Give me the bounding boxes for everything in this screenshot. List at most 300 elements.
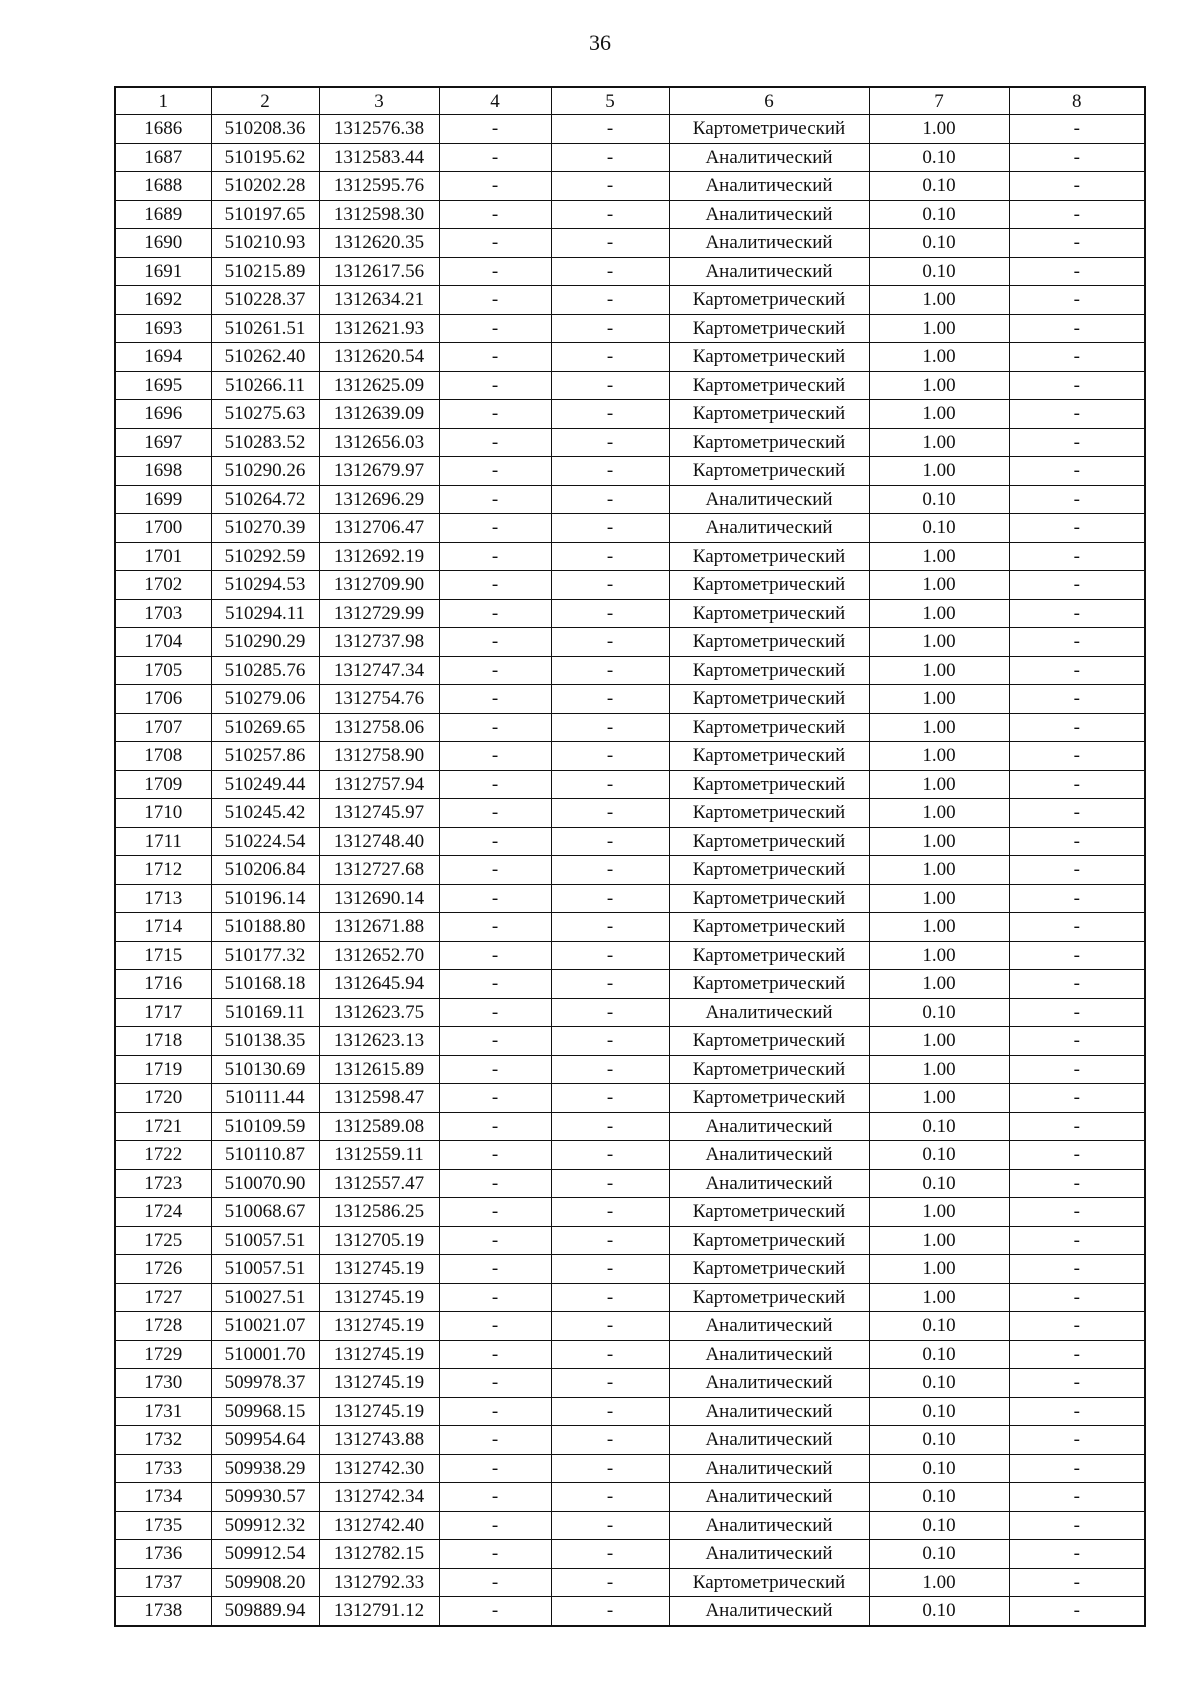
cell-col-8: -	[1009, 770, 1145, 799]
cell-x-coordinate: 510228.37	[211, 286, 319, 315]
cell-method: Аналитический	[669, 1540, 869, 1569]
cell-col-8: -	[1009, 685, 1145, 714]
cell-col-5: -	[551, 1483, 669, 1512]
cell-accuracy: 1.00	[869, 571, 1009, 600]
cell-x-coordinate: 510188.80	[211, 913, 319, 942]
cell-y-coordinate: 1312598.30	[319, 200, 439, 229]
cell-method: Картометрический	[669, 115, 869, 144]
cell-accuracy: 1.00	[869, 913, 1009, 942]
cell-col-4: -	[439, 827, 551, 856]
cell-x-coordinate: 510109.59	[211, 1112, 319, 1141]
cell-col-5: -	[551, 913, 669, 942]
cell-y-coordinate: 1312748.40	[319, 827, 439, 856]
cell-point-number: 1725	[115, 1226, 211, 1255]
cell-col-5: -	[551, 1084, 669, 1113]
cell-method: Аналитический	[669, 1511, 869, 1540]
cell-col-8: -	[1009, 1141, 1145, 1170]
cell-col-5: -	[551, 428, 669, 457]
cell-method: Аналитический	[669, 1426, 869, 1455]
cell-accuracy: 0.10	[869, 1483, 1009, 1512]
cell-x-coordinate: 509908.20	[211, 1568, 319, 1597]
column-header-6: 6	[669, 87, 869, 115]
table-row	[115, 314, 1145, 343]
cell-col-4: -	[439, 742, 551, 771]
cell-method: Картометрический	[669, 1283, 869, 1312]
cell-y-coordinate: 1312615.89	[319, 1055, 439, 1084]
cell-col-5: -	[551, 1597, 669, 1626]
cell-col-5: -	[551, 713, 669, 742]
cell-col-8: -	[1009, 400, 1145, 429]
cell-col-5: -	[551, 941, 669, 970]
table-row	[115, 1027, 1145, 1056]
cell-accuracy: 1.00	[869, 343, 1009, 372]
cell-col-8: -	[1009, 1397, 1145, 1426]
table-row	[115, 799, 1145, 828]
cell-method: Картометрический	[669, 371, 869, 400]
cell-method: Аналитический	[669, 1454, 869, 1483]
cell-x-coordinate: 509912.54	[211, 1540, 319, 1569]
cell-accuracy: 0.10	[869, 229, 1009, 258]
cell-col-5: -	[551, 799, 669, 828]
cell-col-4: -	[439, 770, 551, 799]
cell-col-4: -	[439, 1112, 551, 1141]
cell-col-4: -	[439, 371, 551, 400]
cell-point-number: 1700	[115, 514, 211, 543]
cell-col-5: -	[551, 143, 669, 172]
cell-x-coordinate: 510138.35	[211, 1027, 319, 1056]
cell-y-coordinate: 1312737.98	[319, 628, 439, 657]
cell-col-5: -	[551, 1169, 669, 1198]
cell-method: Картометрический	[669, 685, 869, 714]
cell-point-number: 1728	[115, 1312, 211, 1341]
cell-y-coordinate: 1312706.47	[319, 514, 439, 543]
cell-col-8: -	[1009, 1483, 1145, 1512]
cell-col-4: -	[439, 884, 551, 913]
cell-method: Аналитический	[669, 1369, 869, 1398]
cell-col-4: -	[439, 1312, 551, 1341]
cell-col-8: -	[1009, 343, 1145, 372]
cell-x-coordinate: 510290.26	[211, 457, 319, 486]
cell-col-5: -	[551, 115, 669, 144]
cell-y-coordinate: 1312745.19	[319, 1255, 439, 1284]
cell-point-number: 1733	[115, 1454, 211, 1483]
cell-col-4: -	[439, 1255, 551, 1284]
cell-col-8: -	[1009, 1340, 1145, 1369]
cell-point-number: 1736	[115, 1540, 211, 1569]
cell-method: Аналитический	[669, 200, 869, 229]
cell-accuracy: 0.10	[869, 998, 1009, 1027]
cell-accuracy: 1.00	[869, 286, 1009, 315]
cell-point-number: 1738	[115, 1597, 211, 1626]
cell-y-coordinate: 1312743.88	[319, 1426, 439, 1455]
table-row	[115, 143, 1145, 172]
cell-x-coordinate: 510169.11	[211, 998, 319, 1027]
cell-col-8: -	[1009, 1369, 1145, 1398]
cell-method: Картометрический	[669, 656, 869, 685]
cell-col-5: -	[551, 571, 669, 600]
cell-point-number: 1708	[115, 742, 211, 771]
table-row	[115, 1397, 1145, 1426]
cell-col-5: -	[551, 1426, 669, 1455]
cell-accuracy: 0.10	[869, 1426, 1009, 1455]
cell-col-4: -	[439, 856, 551, 885]
cell-col-5: -	[551, 742, 669, 771]
cell-col-8: -	[1009, 172, 1145, 201]
cell-col-8: -	[1009, 314, 1145, 343]
cell-point-number: 1723	[115, 1169, 211, 1198]
cell-col-4: -	[439, 1055, 551, 1084]
cell-col-4: -	[439, 1540, 551, 1569]
table-row	[115, 685, 1145, 714]
cell-accuracy: 1.00	[869, 770, 1009, 799]
cell-accuracy: 1.00	[869, 457, 1009, 486]
cell-col-8: -	[1009, 599, 1145, 628]
cell-x-coordinate: 510249.44	[211, 770, 319, 799]
cell-col-8: -	[1009, 428, 1145, 457]
cell-accuracy: 1.00	[869, 685, 1009, 714]
cell-x-coordinate: 509968.15	[211, 1397, 319, 1426]
cell-x-coordinate: 510110.87	[211, 1141, 319, 1170]
cell-col-5: -	[551, 514, 669, 543]
cell-y-coordinate: 1312595.76	[319, 172, 439, 201]
cell-col-5: -	[551, 884, 669, 913]
cell-accuracy: 1.00	[869, 884, 1009, 913]
cell-accuracy: 1.00	[869, 1255, 1009, 1284]
table-row	[115, 485, 1145, 514]
cell-point-number: 1734	[115, 1483, 211, 1512]
cell-accuracy: 0.10	[869, 200, 1009, 229]
table-row	[115, 229, 1145, 258]
cell-x-coordinate: 510196.14	[211, 884, 319, 913]
cell-x-coordinate: 510275.63	[211, 400, 319, 429]
cell-y-coordinate: 1312625.09	[319, 371, 439, 400]
cell-col-4: -	[439, 1511, 551, 1540]
cell-accuracy: 1.00	[869, 799, 1009, 828]
cell-y-coordinate: 1312745.19	[319, 1397, 439, 1426]
cell-point-number: 1693	[115, 314, 211, 343]
cell-x-coordinate: 510057.51	[211, 1226, 319, 1255]
cell-col-8: -	[1009, 941, 1145, 970]
cell-col-8: -	[1009, 1055, 1145, 1084]
table-row	[115, 1568, 1145, 1597]
cell-y-coordinate: 1312620.54	[319, 343, 439, 372]
table-row	[115, 1169, 1145, 1198]
cell-y-coordinate: 1312617.56	[319, 257, 439, 286]
table-row	[115, 571, 1145, 600]
cell-y-coordinate: 1312792.33	[319, 1568, 439, 1597]
cell-y-coordinate: 1312576.38	[319, 115, 439, 144]
cell-accuracy: 1.00	[869, 1084, 1009, 1113]
table-row	[115, 1084, 1145, 1113]
cell-point-number: 1688	[115, 172, 211, 201]
cell-x-coordinate: 510294.11	[211, 599, 319, 628]
cell-y-coordinate: 1312757.94	[319, 770, 439, 799]
cell-method: Аналитический	[669, 998, 869, 1027]
cell-x-coordinate: 510111.44	[211, 1084, 319, 1113]
cell-col-4: -	[439, 656, 551, 685]
cell-col-4: -	[439, 799, 551, 828]
cell-y-coordinate: 1312634.21	[319, 286, 439, 315]
cell-point-number: 1719	[115, 1055, 211, 1084]
cell-method: Картометрический	[669, 628, 869, 657]
cell-col-4: -	[439, 314, 551, 343]
table-row	[115, 1454, 1145, 1483]
cell-y-coordinate: 1312696.29	[319, 485, 439, 514]
cell-method: Аналитический	[669, 229, 869, 258]
cell-accuracy: 0.10	[869, 1511, 1009, 1540]
cell-x-coordinate: 510197.65	[211, 200, 319, 229]
cell-accuracy: 1.00	[869, 1283, 1009, 1312]
cell-col-8: -	[1009, 229, 1145, 258]
cell-method: Картометрический	[669, 571, 869, 600]
cell-x-coordinate: 510057.51	[211, 1255, 319, 1284]
cell-point-number: 1713	[115, 884, 211, 913]
cell-point-number: 1724	[115, 1198, 211, 1227]
cell-col-8: -	[1009, 742, 1145, 771]
column-header-1: 1	[115, 87, 211, 115]
cell-point-number: 1737	[115, 1568, 211, 1597]
cell-method: Аналитический	[669, 1141, 869, 1170]
cell-x-coordinate: 510279.06	[211, 685, 319, 714]
table-row	[115, 257, 1145, 286]
table-row	[115, 970, 1145, 999]
table-row	[115, 514, 1145, 543]
cell-method: Аналитический	[669, 172, 869, 201]
cell-x-coordinate: 510130.69	[211, 1055, 319, 1084]
cell-accuracy: 0.10	[869, 1169, 1009, 1198]
cell-col-4: -	[439, 200, 551, 229]
table-row	[115, 1369, 1145, 1398]
cell-point-number: 1730	[115, 1369, 211, 1398]
cell-accuracy: 1.00	[869, 314, 1009, 343]
cell-method: Аналитический	[669, 1112, 869, 1141]
cell-y-coordinate: 1312745.19	[319, 1283, 439, 1312]
cell-col-5: -	[551, 1397, 669, 1426]
cell-col-8: -	[1009, 115, 1145, 144]
cell-y-coordinate: 1312557.47	[319, 1169, 439, 1198]
cell-col-4: -	[439, 941, 551, 970]
cell-point-number: 1712	[115, 856, 211, 885]
cell-y-coordinate: 1312623.75	[319, 998, 439, 1027]
table-row	[115, 1426, 1145, 1455]
cell-col-4: -	[439, 257, 551, 286]
cell-col-5: -	[551, 1340, 669, 1369]
cell-col-8: -	[1009, 143, 1145, 172]
cell-point-number: 1701	[115, 542, 211, 571]
cell-point-number: 1689	[115, 200, 211, 229]
cell-col-4: -	[439, 400, 551, 429]
cell-method: Картометрический	[669, 286, 869, 315]
cell-point-number: 1735	[115, 1511, 211, 1540]
cell-col-4: -	[439, 1198, 551, 1227]
cell-y-coordinate: 1312754.76	[319, 685, 439, 714]
cell-point-number: 1686	[115, 115, 211, 144]
cell-col-5: -	[551, 1454, 669, 1483]
cell-col-8: -	[1009, 628, 1145, 657]
cell-x-coordinate: 510261.51	[211, 314, 319, 343]
cell-method: Картометрический	[669, 1084, 869, 1113]
cell-col-5: -	[551, 1312, 669, 1341]
cell-col-5: -	[551, 770, 669, 799]
cell-x-coordinate: 510294.53	[211, 571, 319, 600]
cell-x-coordinate: 509912.32	[211, 1511, 319, 1540]
table-row	[115, 1483, 1145, 1512]
table-row	[115, 1312, 1145, 1341]
cell-y-coordinate: 1312745.19	[319, 1369, 439, 1398]
cell-col-5: -	[551, 685, 669, 714]
table-row	[115, 1340, 1145, 1369]
table-row	[115, 428, 1145, 457]
cell-point-number: 1690	[115, 229, 211, 258]
cell-x-coordinate: 510168.18	[211, 970, 319, 999]
cell-col-4: -	[439, 1084, 551, 1113]
cell-accuracy: 1.00	[869, 656, 1009, 685]
cell-accuracy: 0.10	[869, 1112, 1009, 1141]
cell-x-coordinate: 510001.70	[211, 1340, 319, 1369]
table-row	[115, 628, 1145, 657]
table-row	[115, 400, 1145, 429]
cell-col-8: -	[1009, 1312, 1145, 1341]
cell-col-8: -	[1009, 1226, 1145, 1255]
cell-point-number: 1702	[115, 571, 211, 600]
cell-col-4: -	[439, 1340, 551, 1369]
cell-col-8: -	[1009, 1540, 1145, 1569]
cell-method: Аналитический	[669, 1312, 869, 1341]
cell-y-coordinate: 1312745.97	[319, 799, 439, 828]
table-row	[115, 1283, 1145, 1312]
cell-method: Картометрический	[669, 1055, 869, 1084]
cell-x-coordinate: 510208.36	[211, 115, 319, 144]
cell-point-number: 1704	[115, 628, 211, 657]
cell-col-8: -	[1009, 457, 1145, 486]
cell-col-4: -	[439, 1369, 551, 1398]
column-header-4: 4	[439, 87, 551, 115]
cell-col-4: -	[439, 1141, 551, 1170]
table-row	[115, 827, 1145, 856]
cell-col-5: -	[551, 656, 669, 685]
cell-col-5: -	[551, 200, 669, 229]
cell-point-number: 1705	[115, 656, 211, 685]
cell-method: Картометрический	[669, 542, 869, 571]
cell-y-coordinate: 1312758.06	[319, 713, 439, 742]
cell-method: Картометрический	[669, 970, 869, 999]
cell-point-number: 1727	[115, 1283, 211, 1312]
cell-col-5: -	[551, 970, 669, 999]
table-row	[115, 200, 1145, 229]
cell-col-8: -	[1009, 286, 1145, 315]
cell-x-coordinate: 510270.39	[211, 514, 319, 543]
cell-point-number: 1694	[115, 343, 211, 372]
cell-y-coordinate: 1312742.34	[319, 1483, 439, 1512]
column-header-2: 2	[211, 87, 319, 115]
cell-point-number: 1707	[115, 713, 211, 742]
cell-col-5: -	[551, 485, 669, 514]
table-row	[115, 742, 1145, 771]
cell-method: Картометрический	[669, 400, 869, 429]
cell-method: Аналитический	[669, 1169, 869, 1198]
cell-col-5: -	[551, 599, 669, 628]
page-number: 36	[589, 30, 611, 55]
cell-accuracy: 1.00	[869, 827, 1009, 856]
cell-col-8: -	[1009, 1255, 1145, 1284]
cell-col-8: -	[1009, 514, 1145, 543]
cell-x-coordinate: 509938.29	[211, 1454, 319, 1483]
cell-col-8: -	[1009, 200, 1145, 229]
table-row	[115, 941, 1145, 970]
cell-x-coordinate: 510195.62	[211, 143, 319, 172]
table-row	[115, 1255, 1145, 1284]
cell-point-number: 1720	[115, 1084, 211, 1113]
cell-point-number: 1732	[115, 1426, 211, 1455]
cell-method: Картометрический	[669, 1568, 869, 1597]
cell-y-coordinate: 1312656.03	[319, 428, 439, 457]
table-row	[115, 343, 1145, 372]
table-header-row	[115, 87, 1145, 115]
cell-y-coordinate: 1312747.34	[319, 656, 439, 685]
cell-col-4: -	[439, 115, 551, 144]
cell-x-coordinate: 509978.37	[211, 1369, 319, 1398]
cell-col-4: -	[439, 485, 551, 514]
table-row	[115, 713, 1145, 742]
cell-x-coordinate: 510262.40	[211, 343, 319, 372]
cell-point-number: 1687	[115, 143, 211, 172]
cell-y-coordinate: 1312583.44	[319, 143, 439, 172]
cell-col-5: -	[551, 827, 669, 856]
cell-x-coordinate: 510285.76	[211, 656, 319, 685]
table-row	[115, 856, 1145, 885]
cell-method: Картометрический	[669, 599, 869, 628]
cell-col-8: -	[1009, 1454, 1145, 1483]
table-row	[115, 998, 1145, 1027]
column-header-3: 3	[319, 87, 439, 115]
cell-point-number: 1706	[115, 685, 211, 714]
cell-col-4: -	[439, 628, 551, 657]
cell-col-4: -	[439, 998, 551, 1027]
table-row	[115, 172, 1145, 201]
cell-accuracy: 1.00	[869, 542, 1009, 571]
cell-col-5: -	[551, 343, 669, 372]
cell-x-coordinate: 510266.11	[211, 371, 319, 400]
cell-col-5: -	[551, 1055, 669, 1084]
cell-accuracy: 0.10	[869, 257, 1009, 286]
cell-method: Картометрический	[669, 1198, 869, 1227]
cell-point-number: 1721	[115, 1112, 211, 1141]
cell-col-8: -	[1009, 827, 1145, 856]
cell-x-coordinate: 510202.28	[211, 172, 319, 201]
cell-point-number: 1691	[115, 257, 211, 286]
table-row	[115, 286, 1145, 315]
cell-y-coordinate: 1312589.08	[319, 1112, 439, 1141]
cell-col-8: -	[1009, 713, 1145, 742]
cell-point-number: 1711	[115, 827, 211, 856]
cell-col-5: -	[551, 856, 669, 885]
cell-method: Картометрический	[669, 799, 869, 828]
cell-col-4: -	[439, 685, 551, 714]
cell-col-8: -	[1009, 1084, 1145, 1113]
cell-point-number: 1718	[115, 1027, 211, 1056]
cell-accuracy: 1.00	[869, 742, 1009, 771]
table-row	[115, 542, 1145, 571]
cell-col-5: -	[551, 1511, 669, 1540]
cell-accuracy: 0.10	[869, 143, 1009, 172]
cell-point-number: 1709	[115, 770, 211, 799]
cell-method: Картометрический	[669, 856, 869, 885]
cell-y-coordinate: 1312623.13	[319, 1027, 439, 1056]
cell-col-5: -	[551, 314, 669, 343]
cell-accuracy: 0.10	[869, 172, 1009, 201]
table-row	[115, 1226, 1145, 1255]
cell-method: Картометрический	[669, 770, 869, 799]
